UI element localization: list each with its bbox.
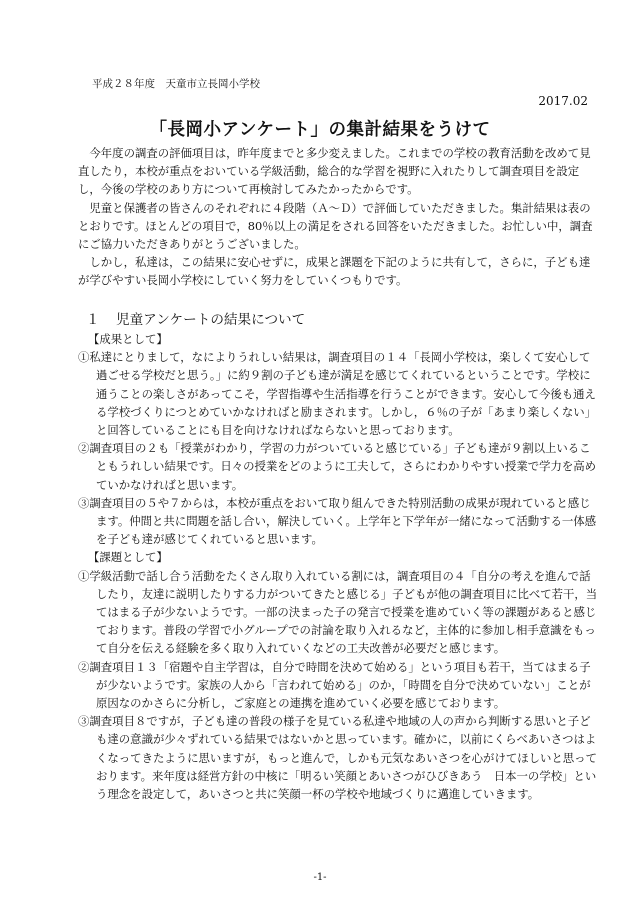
section-title: 児童アンケートの結果について (116, 312, 306, 328)
issue-item: ③調査項目８ですが，子ども達の普段の様子を見ている私達や地域の人の声から判断する思いと子ども達の意識が少々ずれている結果ではないかと思っています。確かに，以前にくらべあいさつはよくなってきたように思いますが，もっと進んで，しかも元気なあいさつを心がけてほしいと思っております。来年度は経営方針の中核に「明るい笑顔とあいさつがひびきあう 日本一の学校」という理念を設定して，あいさつと共に笑顔一杯の学校や地域づくりに邁進していきます。 (78, 714, 597, 802)
section-number: １ (86, 312, 100, 328)
result-item: ①私達にとりまして，なによりうれしい結果は，調査項目の１４「長岡小学校は，楽しくて安心して過ごせる学校だと思う。」に約９割の子ども達が満足を感じてくれているということです。学校に通うことの楽しさがあってこそ，学習指導や生活指導を行うことができます。安心して今後も通える学校づくりにつとめていかなければと励まされます。しかし，６％の子が「あまり楽しくない」と回答していることにも目を向けなければならないと思っております。 (78, 350, 597, 438)
school-header: 平成２８年度 天童市立長岡小学校 (92, 78, 260, 90)
document-date: 2017.02 (538, 94, 588, 108)
intro-paragraph: しかし，私達は，この結果に安心せずに，成果と課題を下記のように共有して，さらに，子ども達が学びやすい長岡小学校にしていく努力をしていくつもりです。 (78, 255, 591, 288)
result-item: ②調査項目の２も「授業がわかり，学習の力がついていると感じている」子ども達が９割以上いることもうれしい結果です。日々の授業をどのように工夫して，さらにわかりやすい授業で学力を高めていかなければと思います。 (78, 441, 597, 492)
intro-paragraph: 今年度の調査の評価項目は，昨年度までと多少変えました。これまでの学校の教育活動を改めて見直したり，本校が重点をおいている学級活動，総合的な学習を視野に入れたりして調査項目を設定し，今後の学校のあり方について再検討してみたかったからです。 (78, 146, 591, 197)
issue-item: ①学級活動で話し合う活動をたくさん取り入れている割には，調査項目の４「自分の考えを進んで話したり，友達に説明したりする力がついてきたと感じる」子どもが他の調査項目に比べて若干，当てはまる子が少ないようです。一部の決まった子の発言で授業を進めていく等の課題があると感じております。普段の学習で小グループでの討論を取り入れるなど，主体的に参加し相手意識をもって自分を伝える経験を多く取り入れていくなどの工夫改善が必要だと感じます。 (78, 568, 598, 656)
intro-section (78, 144, 598, 290)
results-section (78, 330, 600, 803)
section-heading (86, 308, 305, 328)
results-label: 【成果として】 (88, 332, 168, 346)
issue-item: ②調査項目１３「宿題や自主学習は，自分で時間を決めて始める」という項目も若干，当てはまる子が少ないようです。家族の人から「言われて始める」のか，「時間を自分で決めていない」ことが原因なのかさらに分析し，ご家庭との連携を進めていく必要を感じております。 (78, 659, 591, 711)
issues-label: 【課題として】 (88, 550, 168, 565)
intro-paragraph: 児童と保護者の皆さんのそれぞれに４段階（Ａ～Ｄ）で評価していただきました。集計結果は表のとおりです。ほとんどの項目で，80％以上の満足をされる回答をいただきました。お忙しい中，調査にご協力いただきありがとうございました。 (78, 200, 593, 252)
document-title: 「長岡小アンケート」の集計結果をうけて (149, 120, 491, 140)
page-number: -1- (313, 872, 327, 883)
result-item: ③調査項目の５や７からは，本校が重点をおいて取り組んできた特別活動の成果が現れていると感じます。仲間と共に問題を話し合い，解決していく。上学年と下学年が一緒になって活動する一体感を子ども達が感じてくれていると思います。 (78, 495, 597, 547)
